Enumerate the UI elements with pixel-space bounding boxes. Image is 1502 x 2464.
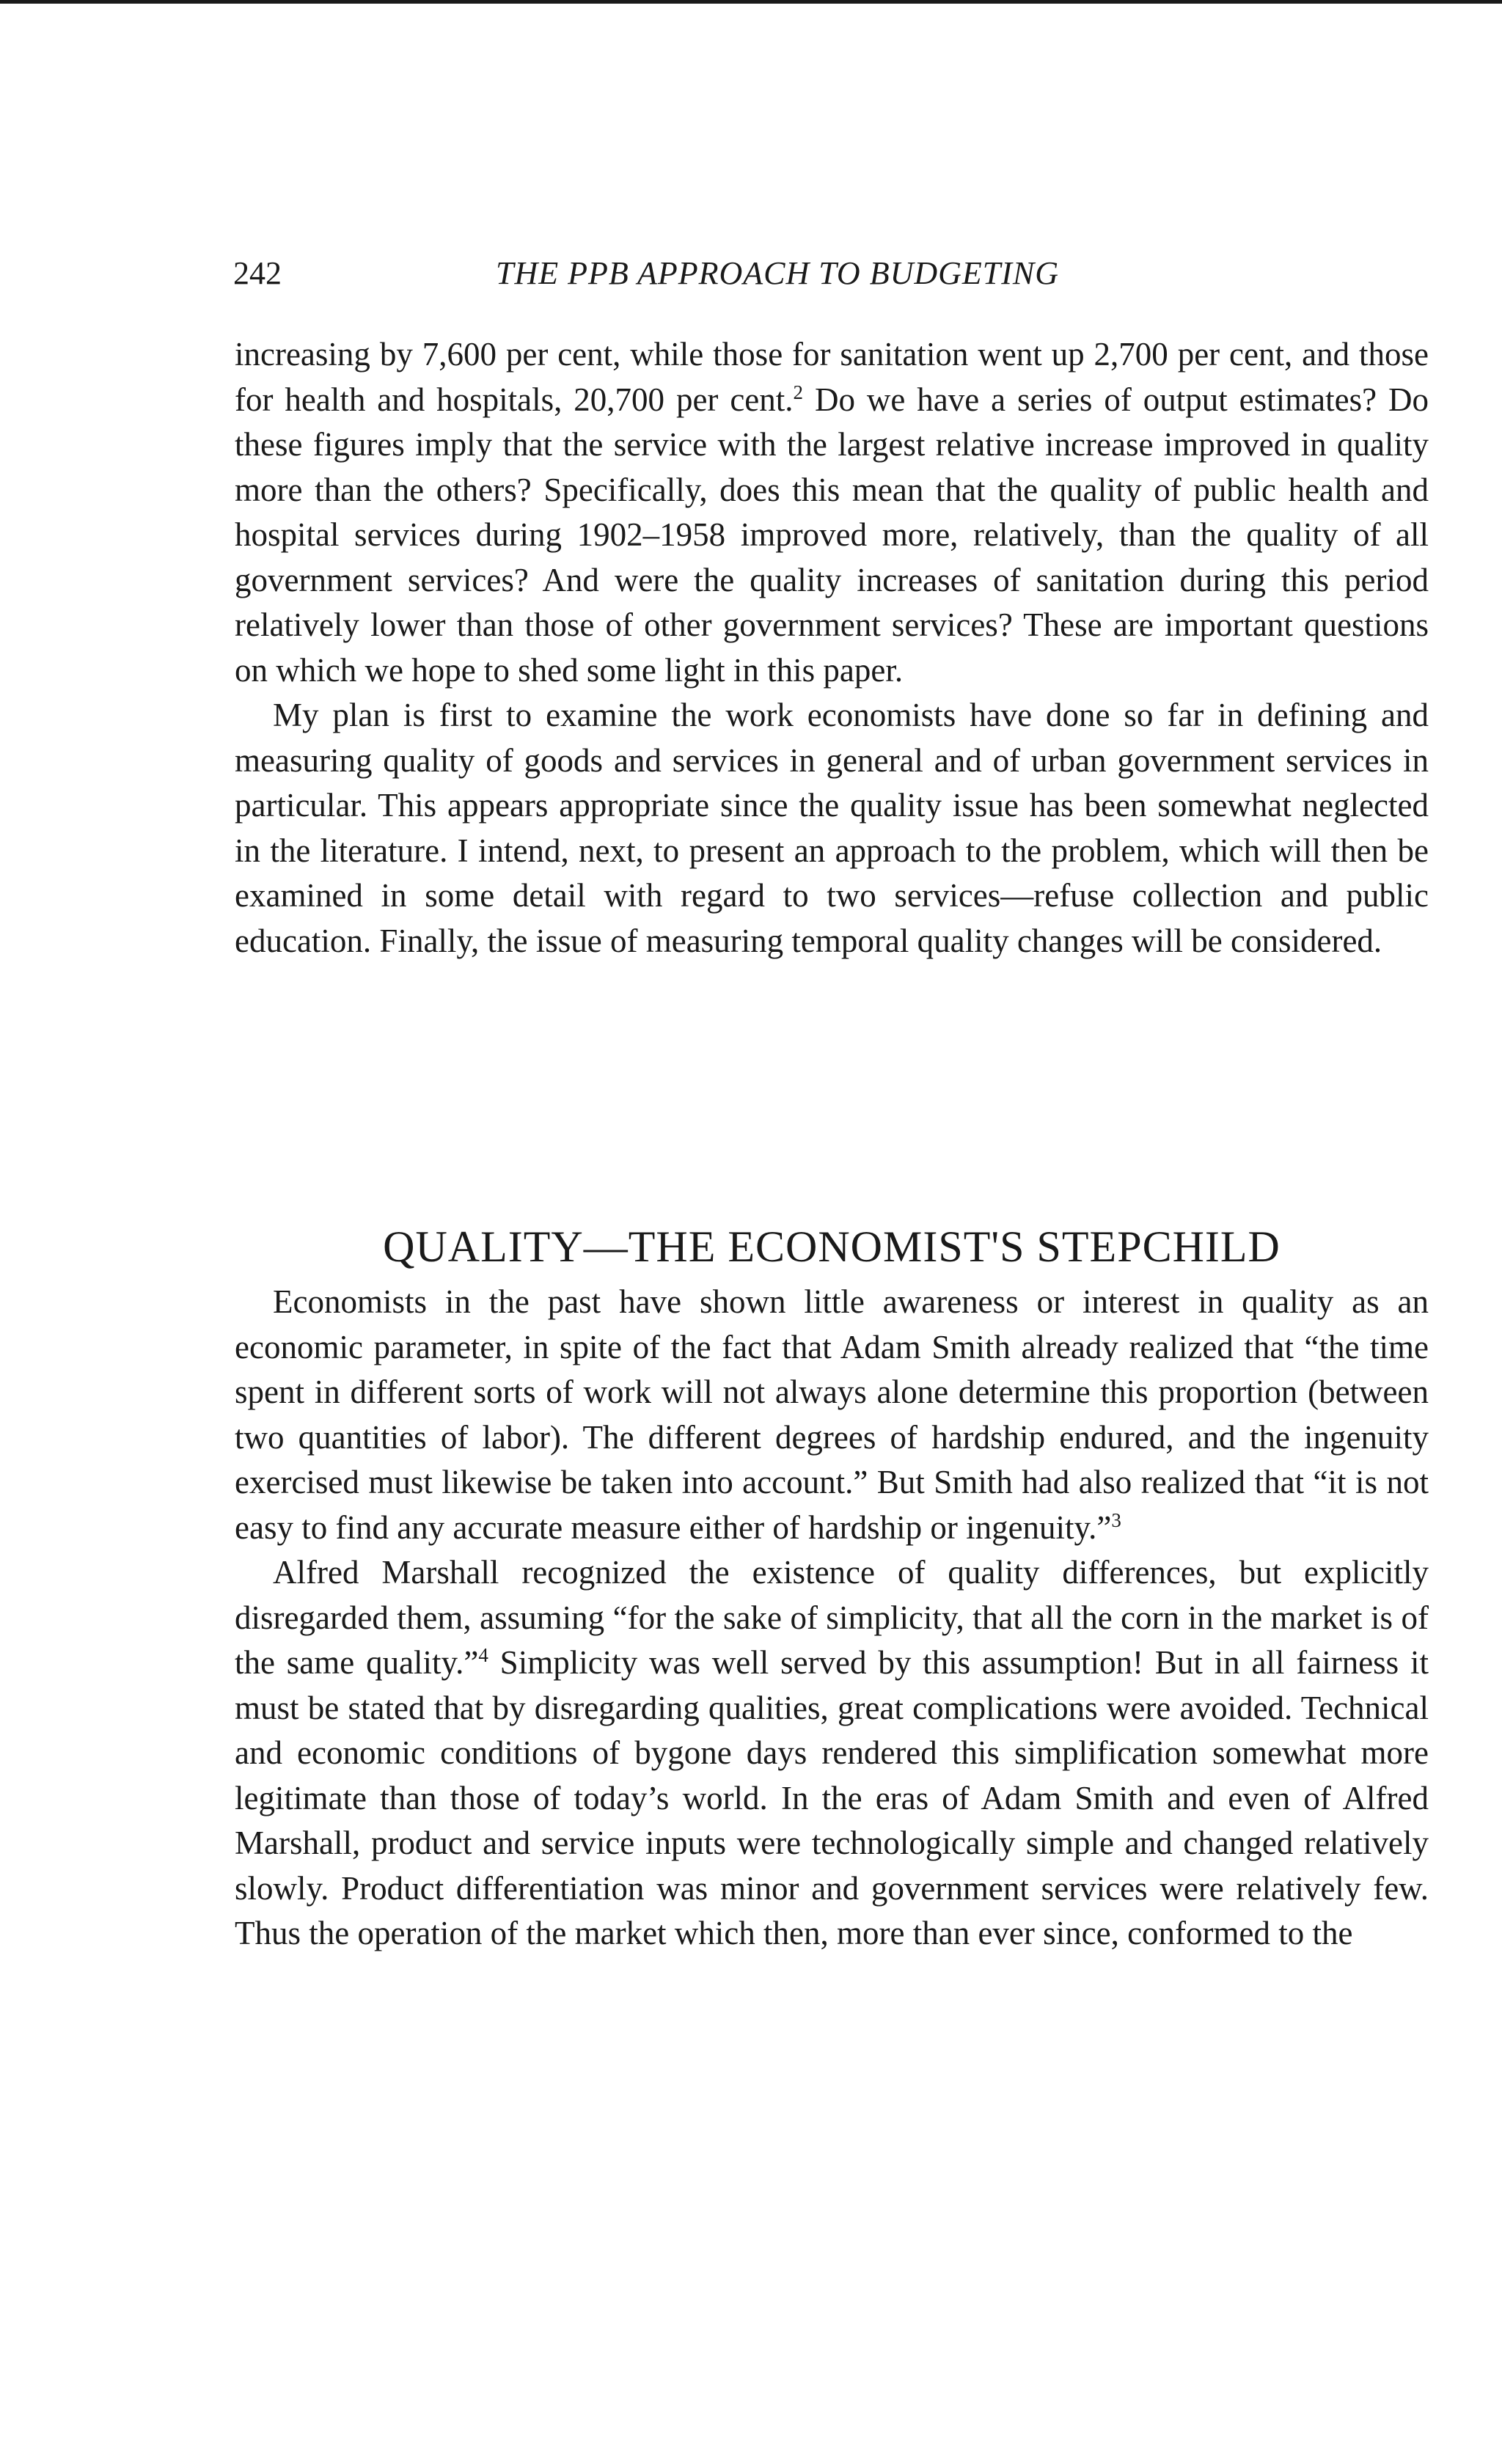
- footnote-marker: 3: [1111, 1508, 1121, 1531]
- section-text: [235, 1280, 1429, 1957]
- top-rule: [0, 0, 1502, 4]
- footnote-marker: 4: [478, 1644, 488, 1666]
- section-heading: QUALITY—THE ECONOMIST'S STEPCHILD: [383, 1222, 1281, 1271]
- running-head: [233, 248, 1421, 299]
- paragraph-text: Do we have a series of output estimates? Do these figures imply that the service with the largest relative increase improved in quality more than the others? Specifically, does this mean that the quality of public health and hospital services during 1902–1958 improved more, relatively, than the quality of all government services? And were the quality increases of sanitation during this period relatively lower than those of other government services? These are important questions on which we hope to shed some light in this paper.: [235, 381, 1429, 689]
- paragraph-text: increasing by 7,600 per cent, while those for sanitation went up 2,700 per cent, and those for health and hospitals, 20,700 per cent.: [235, 336, 1429, 418]
- paragraph-text: Economists in the past have shown little awareness or interest in quality as an economic parameter, in spite of the fact that Adam Smith already realized that “the time spent in different sorts of work will not always alone determine this proportion (between two quantities of labor). The different degrees of hardship endured, and the ingenuity exercised must likewise be taken into account.” But Smith had also realized that “it is not easy to find any accurate measure either of hardship or ingenuity.”: [235, 1283, 1429, 1546]
- paragraph: [235, 332, 1429, 693]
- paragraph: [235, 1280, 1429, 1550]
- intro-text: [235, 332, 1429, 964]
- paragraph: My plan is first to examine the work economists have done so far in defining and measuring quality of goods and services in general and of urban government services in particular. This appears appropriate since the quality issue has been somewhat neglected in the literature. I intend, next, to present an approach to the problem, which will then be examined in some detail with regard to two services—refuse collection and public education. Finally, the issue of measuring temporal quality changes will be considered.: [235, 697, 1429, 959]
- footnote-marker: 2: [793, 381, 804, 403]
- paragraph-text: Simplicity was well served by this assumption! But in all fairness it must be stated that by disregarding qualities, great complications were avoided. Technical and economic conditions of bygone days rendered this simplification somewhat more legitimate than those of today’s world. In the eras of Adam Smith and even of Alfred Marshall, product and service inputs were technologically simple and changed relatively slowly. Product differentiation was minor and government services were relatively few. Thus the operation of the market which then, more than ever since, conformed to the: [235, 1644, 1429, 1951]
- paragraph: [235, 1550, 1429, 1957]
- running-title: THE PPB APPROACH TO BUDGETING: [496, 255, 1060, 291]
- page-number: 242: [233, 255, 282, 291]
- paragraph-text: Alfred Marshall recognized the existence of quality differences, but explicitly disregarded them, assuming “for the sake of simplicity, that all the corn in the market is of the same quality.”: [235, 1554, 1429, 1681]
